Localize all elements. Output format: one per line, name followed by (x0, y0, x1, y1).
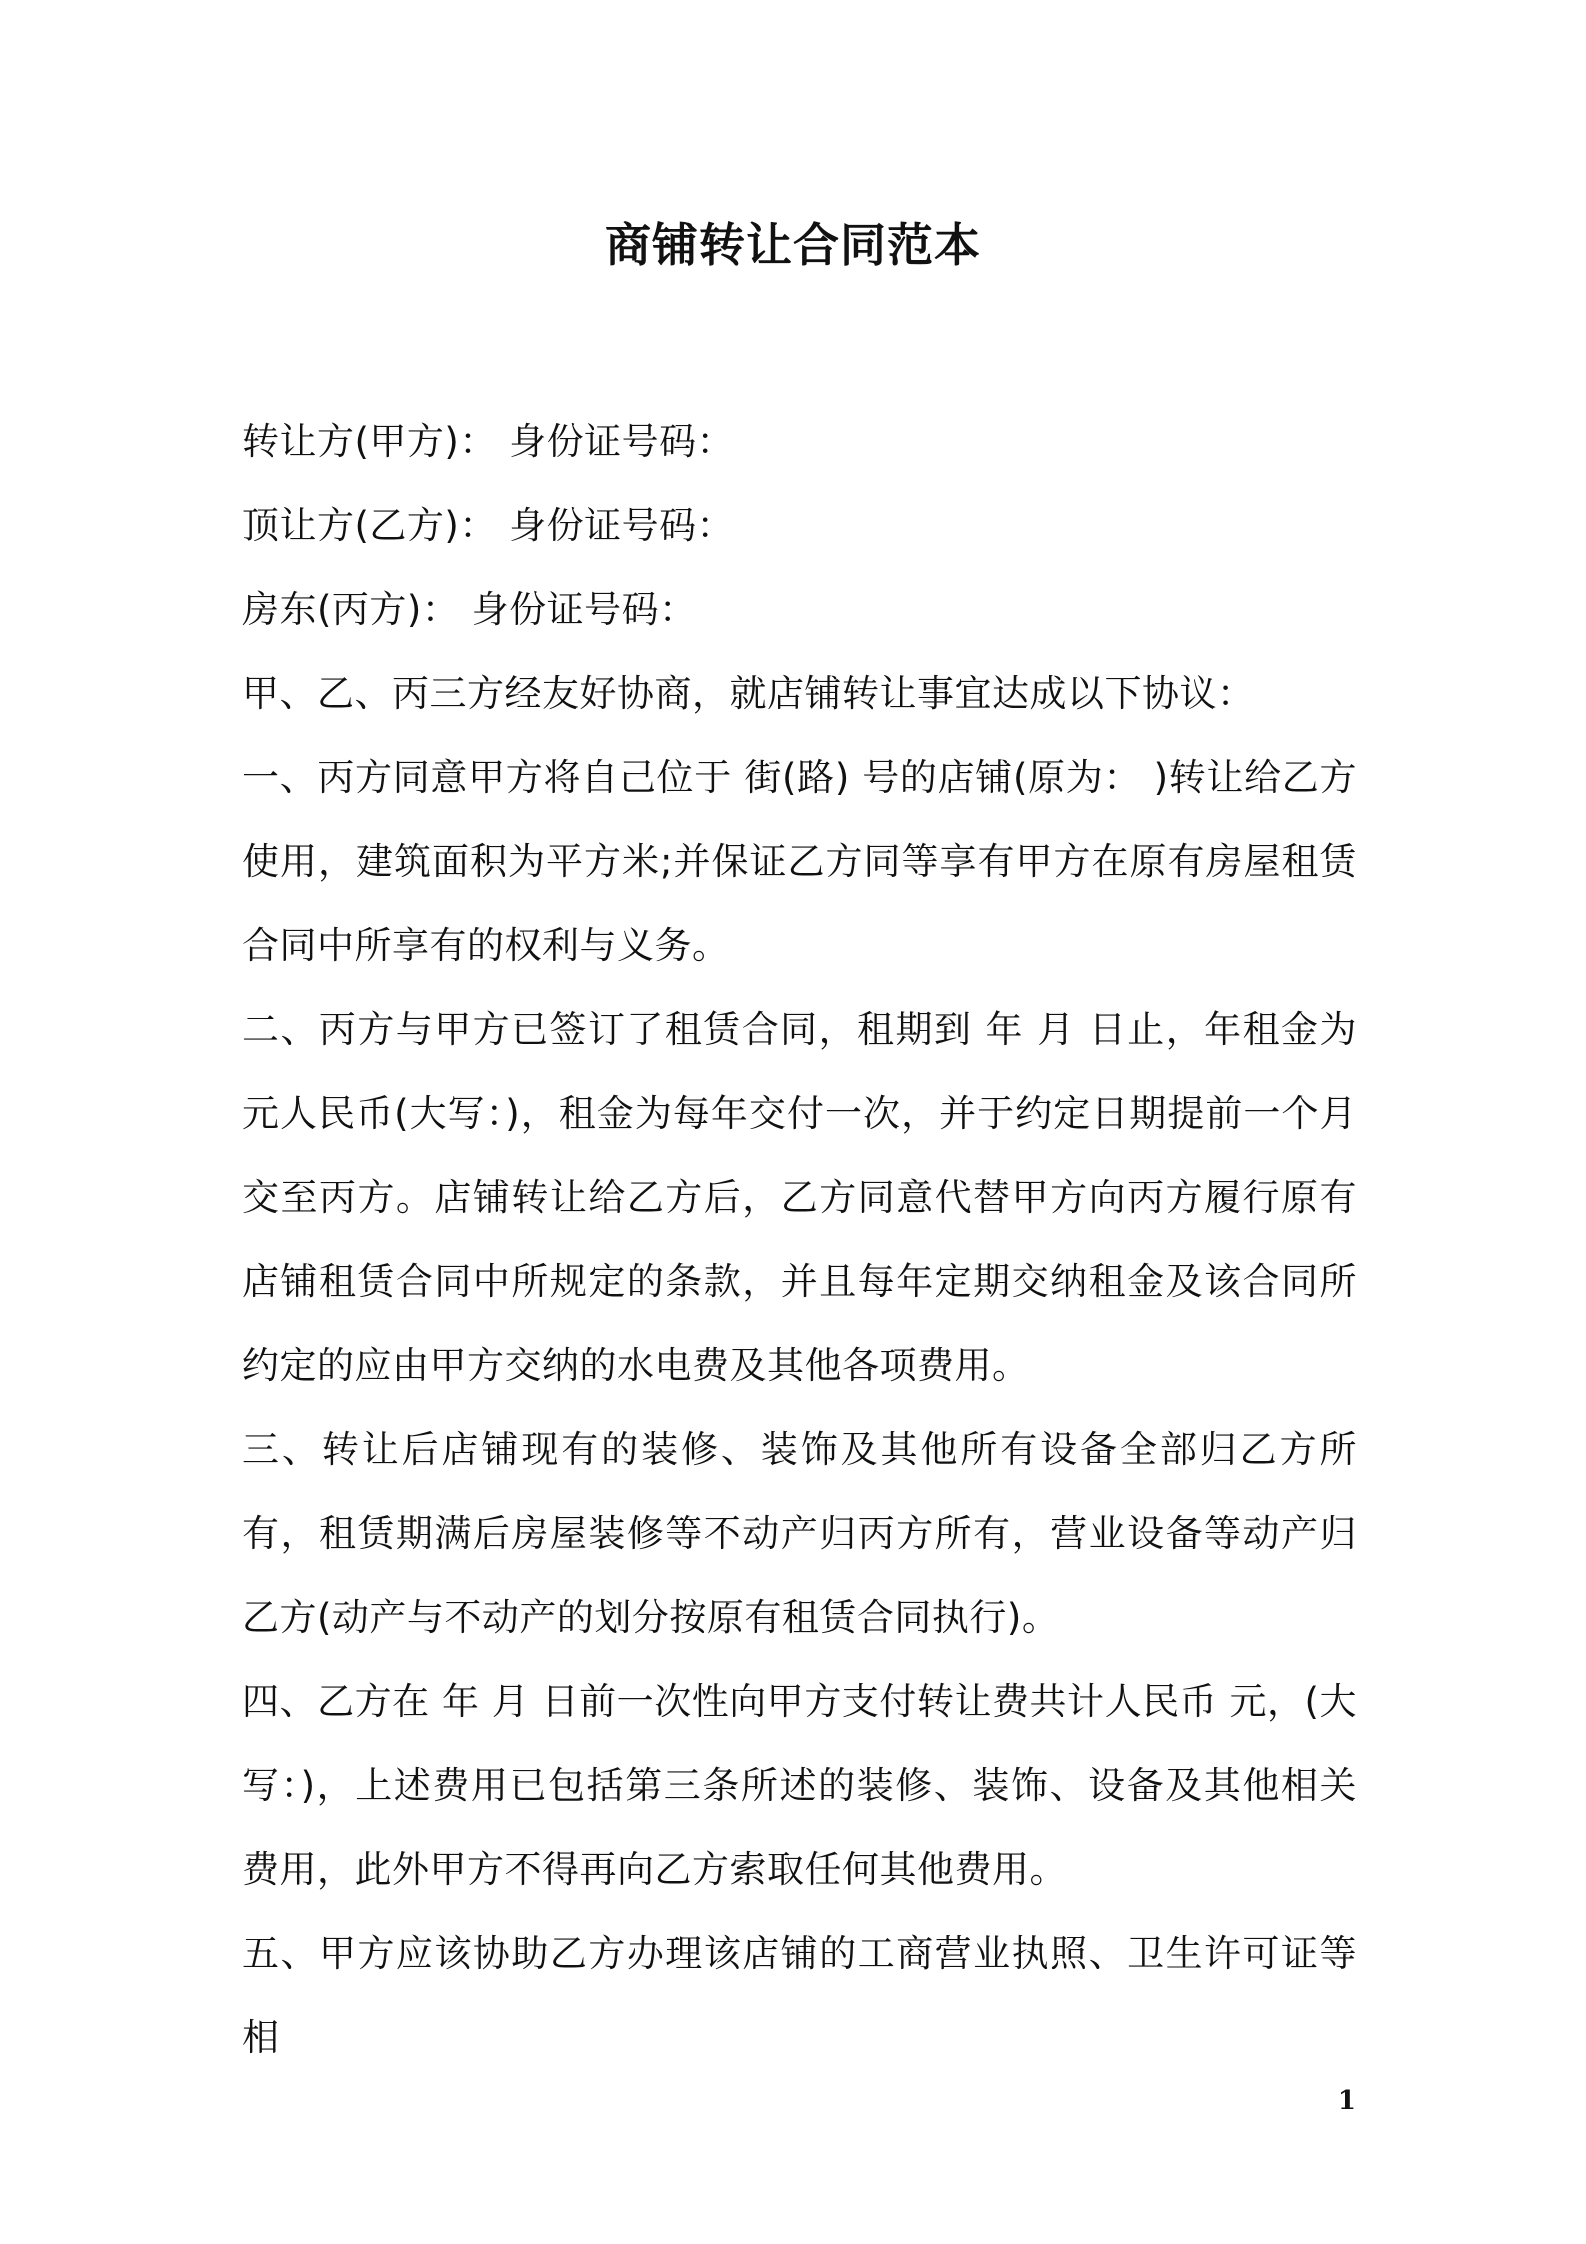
clause-5: 五、甲方应该协助乙方办理该店铺的工商营业执照、卫生许可证等相 (242, 1932, 1357, 2059)
page-number: 1 (1337, 2086, 1356, 2116)
party-b-line: 顶让方(乙方)： 身份证号码： (242, 504, 735, 547)
clause-2: 二、丙方与甲方已签订了租赁合同，租期到 年 月 日止，年租金为 元人民币(大写：)，租金为每年交付一次，并于约定日期提前一个月交至丙方。店铺转让给乙方后，乙方同意代替甲方向丙方履行原有店铺租赁合同中所规定的条款，并且每年定期交纳租金及该合同所约定的应由甲方交纳的水电费及其他各项费用。 (242, 1008, 1357, 1387)
document-body (242, 400, 1357, 2080)
agreement-intro: 甲、乙、丙三方经友好协商，就店铺转让事宜达成以下协议： (242, 672, 1255, 715)
party-a-line: 转让方(甲方)： 身份证号码： (242, 420, 735, 463)
clause-4: 四、乙方在 年 月 日前一次性向甲方支付转让费共计人民币 元，(大写：)，上述费用已包括第三条所述的装修、装饰、设备及其他相关费用，此外甲方不得再向乙方索取任何其他费用。 (242, 1680, 1357, 1891)
clause-3: 三、转让后店铺现有的装修、装饰及其他所有设备全部归乙方所有，租赁期满后房屋装修等不动产归丙方所有，营业设备等动产归乙方(动产与不动产的划分按原有租赁合同执行)。 (242, 1428, 1357, 1639)
clause-1: 一、丙方同意甲方将自己位于 街(路) 号的店铺(原为： )转让给乙方使用，建筑面积为平方米;并保证乙方同等享有甲方在原有房屋租赁合同中所享有的权利与义务。 (242, 756, 1357, 967)
party-c-line: 房东(丙方)： 身份证号码： (242, 588, 697, 631)
document-title: 商铺转让合同范本 (605, 218, 981, 272)
